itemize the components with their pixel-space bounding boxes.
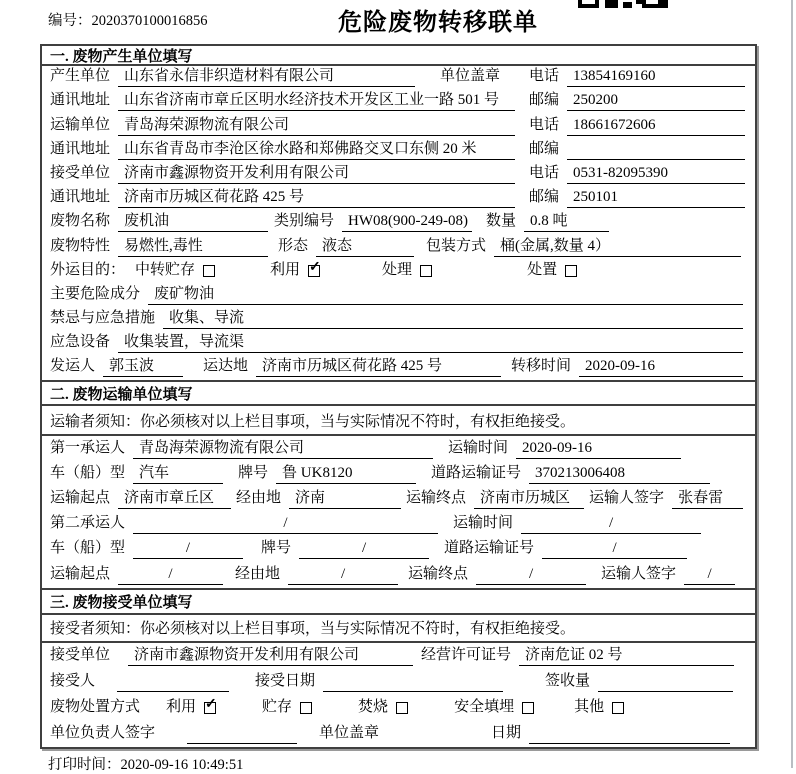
- form-row: [42, 139, 755, 163]
- field-label: 转移时间: [511, 358, 572, 375]
- section-rows: [42, 436, 755, 587]
- field-label: 通讯地址: [50, 92, 111, 109]
- form-row: [42, 90, 755, 114]
- checkbox-label: 安全填埋: [454, 699, 515, 716]
- field-value-underline: /: [118, 566, 223, 585]
- field-value-underline: 0.8 吨: [524, 209, 609, 232]
- field-value-underline: HW08(900-249-08): [342, 213, 472, 232]
- field-value-underline: 济南市历城区荷花路 425 号: [256, 354, 501, 377]
- checkbox-group: [135, 258, 215, 281]
- print-time-value: 2020-09-16 10:49:51: [120, 757, 244, 773]
- field-label: 道路运输证号: [431, 464, 522, 481]
- field-label: 通讯地址: [50, 140, 111, 157]
- field-value-underline: 青岛海荣源物流有限公司: [133, 436, 433, 459]
- field-label: 车（船）型: [50, 540, 126, 557]
- checkbox-group: [382, 258, 432, 281]
- field-value-underline: 青岛海荣源物流有限公司: [118, 113, 515, 136]
- field-label: 运输时间: [453, 515, 514, 532]
- checkbox-unchecked-icon: [300, 702, 312, 714]
- field-value-underline: 济南市鑫源物资开发利用有限公司: [118, 161, 515, 184]
- checkbox-label: 利用: [166, 699, 197, 716]
- checkbox-checked-icon: [204, 702, 216, 714]
- field-value-underline: /: [288, 566, 398, 585]
- checkbox-group: [454, 695, 534, 718]
- field-label: 经由地: [236, 490, 282, 506]
- field-value-underline: 济南市章丘区: [118, 486, 231, 509]
- field-value-underline: 2020-09-16: [516, 440, 681, 459]
- field-value-underline: 济南市历城区荷花路 425 号: [118, 185, 515, 208]
- field-label: 运输起点: [50, 565, 111, 582]
- field-label: 运输单位: [50, 116, 111, 133]
- field-label: 废物处置方式: [50, 699, 141, 716]
- field-label: 类别编号: [274, 213, 335, 230]
- field-value-underline: /: [476, 566, 586, 585]
- field-value-underline: 桶(金属,数量 4）: [494, 234, 741, 257]
- field-value-underline: 济南: [289, 486, 401, 509]
- field-value-underline: 收集、导流: [163, 306, 743, 329]
- receiver-notice: 接受者须知：你必须核对以上栏目事项，当与实际情况不符时，有权拒绝接受。: [42, 615, 755, 643]
- print-time: [48, 753, 243, 774]
- checkbox-unchecked-icon: [203, 265, 215, 277]
- field-value-underline: [187, 742, 297, 744]
- page-edge-line: [791, 0, 793, 768]
- field-value-underline: 山东省青岛市李沧区徐水路和郑佛路交叉口东侧 20 米: [118, 137, 515, 160]
- checkbox-label: 焚烧: [358, 699, 389, 716]
- checkbox-label: 其他: [574, 699, 605, 716]
- field-label: 运输终点: [408, 565, 469, 582]
- form-row: [42, 562, 755, 587]
- field-label: 应急设备: [50, 334, 111, 351]
- form-row: [42, 462, 755, 487]
- section-waste-transporter: [42, 380, 755, 587]
- section-waste-receiver: [42, 588, 755, 748]
- checkbox-unchecked-icon: [522, 702, 534, 714]
- form-row: [42, 260, 755, 284]
- form-row: [42, 66, 755, 90]
- page-title: 危险废物转移联单: [338, 10, 538, 36]
- field-label: 签收量: [545, 672, 591, 689]
- section-header: 二. 废物运输单位填写: [42, 380, 755, 406]
- field-value-underline: 易燃性,毒性: [118, 234, 268, 257]
- field-label: 接受日期: [255, 672, 316, 689]
- transporter-notice: 运输者须知：你必须核对以上栏目事项，当与实际情况不符时，有权拒绝接受。: [42, 406, 755, 436]
- field-label: 主要危险成分: [50, 285, 141, 302]
- checkbox-group: [166, 695, 216, 718]
- form-row: [42, 332, 755, 356]
- form-row: [42, 487, 755, 512]
- field-value-underline: 13854169160: [567, 68, 745, 87]
- checkbox-group: [574, 695, 624, 718]
- checkbox-group: [270, 258, 320, 281]
- field-value-underline: [598, 690, 733, 692]
- field-value-underline: /: [133, 540, 243, 559]
- field-label: 产生单位: [50, 68, 111, 85]
- doc-number-value: 2020370100016856: [91, 13, 208, 29]
- field-label: 废物名称: [50, 213, 111, 230]
- field-value-underline: 0531-82095390: [567, 165, 745, 184]
- form-row: [42, 537, 755, 562]
- form-row: [42, 721, 755, 747]
- form-row: [42, 308, 755, 332]
- field-value-underline: 济南市历城区: [474, 486, 584, 509]
- field-label: 牌号: [261, 540, 292, 557]
- qr-code-partial-icon: [578, 0, 670, 9]
- checkbox-group: [527, 258, 577, 281]
- field-label: 邮编: [528, 189, 559, 206]
- field-value-underline: [529, 742, 730, 744]
- field-value-underline: [567, 158, 745, 160]
- section-rows: [42, 643, 755, 748]
- section-waste-generator: [42, 46, 755, 380]
- print-time-label: 打印时间：: [48, 757, 121, 773]
- field-label: 电话: [528, 116, 559, 133]
- field-value-underline: [117, 690, 229, 692]
- checkbox-label: 利用: [270, 261, 301, 278]
- checkbox-unchecked-icon: [565, 265, 577, 277]
- section-header: 三. 废物接受单位填写: [42, 588, 755, 615]
- form-row: [42, 643, 755, 669]
- form-row: [42, 436, 755, 461]
- field-label: 运输人签字: [589, 490, 665, 506]
- field-label: 第一承运人: [50, 439, 126, 456]
- checkbox-group: [262, 695, 312, 718]
- field-value-underline: 18661672606: [567, 117, 745, 136]
- field-label: 车（船）型: [50, 464, 126, 481]
- field-label: 运达地: [203, 358, 249, 375]
- checkbox-label: 贮存: [262, 699, 293, 716]
- field-value-underline: 张春雷: [672, 486, 743, 509]
- field-label: 形态: [278, 237, 309, 254]
- section-header: 一. 废物产生单位填写: [42, 46, 755, 66]
- checkbox-label: 处理: [382, 261, 413, 278]
- field-value-underline: /: [133, 515, 438, 534]
- field-value-underline: 山东省济南市章丘区明水经济技术开发区工业一路 501 号: [118, 88, 515, 111]
- field-label: 经营许可证号: [421, 646, 512, 663]
- field-label: 单位盖章: [319, 725, 380, 742]
- checkbox-label: 处置: [527, 261, 558, 278]
- checkbox-checked-icon: [308, 265, 320, 277]
- field-label: 接受单位: [50, 646, 111, 663]
- field-value-underline: 液态: [316, 234, 414, 257]
- field-label: 经由地: [235, 565, 281, 582]
- field-label: 道路运输证号: [444, 540, 535, 557]
- field-label: 运输人签字: [601, 565, 677, 582]
- field-label: 发运人: [50, 358, 96, 375]
- form-row: [42, 187, 755, 211]
- field-label: 邮编: [528, 92, 559, 109]
- form-row: [42, 211, 755, 235]
- field-label: 邮编: [528, 140, 559, 157]
- checkbox-group: [358, 695, 408, 718]
- field-value-underline: /: [684, 566, 735, 585]
- field-value-underline: 2020-09-16: [579, 358, 743, 377]
- field-label: 废物特性: [50, 237, 111, 254]
- form-row: [42, 163, 755, 187]
- checkbox-unchecked-icon: [612, 702, 624, 714]
- field-label: 电话: [528, 164, 559, 181]
- field-value-underline: 济南市鑫源物资开发利用有限公司: [128, 643, 413, 666]
- form-row: [42, 695, 755, 721]
- field-value-underline: 鲁 UK8120: [276, 461, 416, 484]
- form-row: [42, 284, 755, 308]
- field-value-underline: 250200: [567, 92, 745, 111]
- form-row: [42, 356, 755, 380]
- field-value-underline: 250101: [567, 189, 745, 208]
- field-value-underline: 废机油: [118, 209, 268, 232]
- field-value-underline: [323, 690, 503, 692]
- field-label: 单位负责人签字: [50, 725, 156, 742]
- field-label: 运输时间: [448, 439, 509, 456]
- field-value-underline: 370213006408: [529, 465, 710, 484]
- field-label: 外运目的：: [50, 261, 126, 278]
- checkbox-unchecked-icon: [396, 702, 408, 714]
- field-value-underline: /: [299, 540, 429, 559]
- field-value-underline: /: [521, 515, 701, 534]
- field-value-underline: /: [542, 540, 687, 559]
- field-label: 包装方式: [426, 237, 487, 254]
- field-value-underline: 济南危证 02 号: [519, 643, 734, 666]
- field-label: 电话: [528, 68, 559, 85]
- field-label: 数量: [486, 213, 517, 230]
- field-label: 运输起点: [50, 490, 111, 506]
- field-label: 第二承运人: [50, 515, 126, 532]
- field-label: 牌号: [238, 464, 269, 481]
- field-value-underline: 废矿物油: [148, 282, 743, 305]
- field-label: 日期: [491, 725, 522, 742]
- form-row: [42, 512, 755, 537]
- doc-number-label: 编号：: [48, 13, 92, 29]
- checkbox-label: 中转贮存: [135, 261, 196, 278]
- section-rows: [42, 66, 755, 380]
- field-label: 通讯地址: [50, 189, 111, 206]
- field-label: 接受人: [50, 672, 96, 689]
- manifest-form: [40, 44, 757, 749]
- field-value-underline: 山东省永信非织造材料有限公司: [118, 64, 415, 87]
- field-label: 运输终点: [406, 490, 467, 506]
- field-value-underline: 汽车: [133, 461, 223, 484]
- field-value-underline: 郭玉波: [103, 354, 183, 377]
- field-label: 禁忌与应急措施: [50, 310, 156, 327]
- field-value-underline: 收集装置，导流渠: [118, 330, 743, 353]
- checkbox-unchecked-icon: [420, 265, 432, 277]
- form-row: [42, 114, 755, 138]
- field-label: 接受单位: [50, 164, 111, 181]
- form-row: [42, 235, 755, 259]
- form-row: [42, 669, 755, 695]
- field-label: 单位盖章: [440, 68, 501, 85]
